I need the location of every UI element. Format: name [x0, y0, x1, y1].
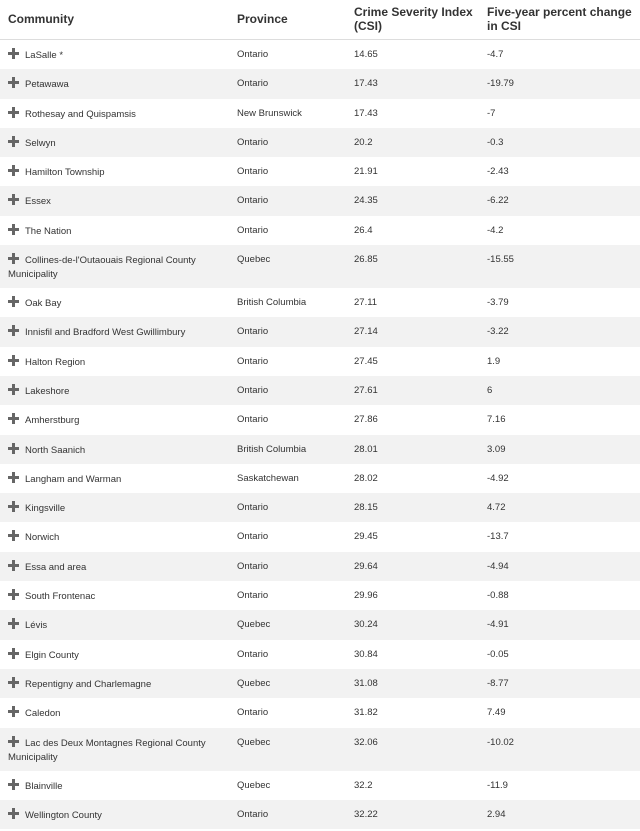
- community-cell: [0, 317, 229, 346]
- five-year-change-cell: 7.16: [479, 405, 640, 434]
- community-cell: [0, 347, 229, 376]
- community-name: Lac des Deux Montagnes Regional County Municipality: [8, 737, 206, 763]
- community-name: North Saanich: [25, 444, 86, 456]
- province-cell: Ontario: [229, 128, 346, 157]
- province-cell: Ontario: [229, 800, 346, 829]
- province-cell: Quebec: [229, 771, 346, 800]
- csi-cell: 20.2: [346, 128, 479, 157]
- expand-plus-icon[interactable]: [8, 808, 19, 819]
- csi-cell: 29.64: [346, 552, 479, 581]
- column-header-five-year-change[interactable]: Five-year percent change in CSI: [479, 0, 640, 40]
- community-cell: [0, 771, 229, 800]
- province-cell: Saskatchewan: [229, 464, 346, 493]
- csi-cell: 28.15: [346, 493, 479, 522]
- community-name: Kingsville: [25, 503, 66, 515]
- expand-plus-icon[interactable]: [8, 530, 19, 541]
- csi-cell: 21.91: [346, 157, 479, 186]
- community-name: South Frontenac: [25, 591, 96, 603]
- community-cell: [0, 40, 229, 69]
- community-name: Halton Region: [25, 356, 86, 368]
- expand-plus-icon[interactable]: [8, 736, 19, 747]
- five-year-change-cell: 4.72: [479, 493, 640, 522]
- province-cell: Ontario: [229, 186, 346, 215]
- csi-cell: 27.14: [346, 317, 479, 346]
- province-cell: Ontario: [229, 640, 346, 669]
- five-year-change-cell: -10.02: [479, 728, 640, 771]
- csi-cell: 26.4: [346, 216, 479, 245]
- community-cell: [0, 245, 229, 288]
- expand-plus-icon[interactable]: [8, 779, 19, 790]
- community-name: Collines-de-l'Outaouais Regional County Municipality: [8, 255, 196, 281]
- community-cell: [0, 640, 229, 669]
- expand-plus-icon[interactable]: [8, 648, 19, 659]
- community-cell: [0, 128, 229, 157]
- five-year-change-cell: -4.7: [479, 40, 640, 69]
- community-name: Oak Bay: [25, 298, 62, 310]
- community-name: Elgin County: [25, 649, 79, 661]
- community-cell: [0, 728, 229, 771]
- five-year-change-cell: -19.79: [479, 69, 640, 98]
- five-year-change-cell: -7: [479, 99, 640, 128]
- community-name: Langham and Warman: [25, 473, 122, 485]
- five-year-change-cell: 2.94: [479, 800, 640, 829]
- expand-plus-icon[interactable]: [8, 224, 19, 235]
- province-cell: Ontario: [229, 69, 346, 98]
- community-cell: [0, 435, 229, 464]
- table-body: [0, 40, 640, 829]
- five-year-change-cell: -15.55: [479, 245, 640, 288]
- expand-plus-icon[interactable]: [8, 296, 19, 307]
- five-year-change-cell: -8.77: [479, 669, 640, 698]
- five-year-change-cell: -4.94: [479, 552, 640, 581]
- csi-cell: 30.84: [346, 640, 479, 669]
- expand-plus-icon[interactable]: [8, 107, 19, 118]
- community-cell: [0, 69, 229, 98]
- csi-cell: 31.08: [346, 669, 479, 698]
- csi-cell: 26.85: [346, 245, 479, 288]
- community-name: Lévis: [25, 620, 48, 632]
- five-year-change-cell: -3.22: [479, 317, 640, 346]
- community-cell: [0, 493, 229, 522]
- five-year-change-cell: -0.88: [479, 581, 640, 610]
- province-cell: Ontario: [229, 522, 346, 551]
- csi-cell: 27.45: [346, 347, 479, 376]
- province-cell: Ontario: [229, 698, 346, 727]
- expand-plus-icon[interactable]: [8, 165, 19, 176]
- community-name: Innisfil and Bradford West Gwillimbury: [25, 327, 186, 339]
- community-name: Amherstburg: [25, 415, 80, 427]
- province-cell: Ontario: [229, 347, 346, 376]
- csi-cell: 28.01: [346, 435, 479, 464]
- csi-cell: 14.65: [346, 40, 479, 69]
- community-name: Wellington County: [25, 809, 102, 821]
- province-cell: Quebec: [229, 669, 346, 698]
- province-cell: Ontario: [229, 493, 346, 522]
- province-cell: Ontario: [229, 40, 346, 69]
- csi-cell: 27.11: [346, 288, 479, 317]
- community-name: Essex: [25, 196, 51, 208]
- community-cell: [0, 522, 229, 551]
- csi-cell: 28.02: [346, 464, 479, 493]
- community-cell: [0, 610, 229, 639]
- csi-cell: 17.43: [346, 69, 479, 98]
- column-header-csi[interactable]: Crime Severity Index (CSI): [346, 0, 479, 40]
- five-year-change-cell: -4.92: [479, 464, 640, 493]
- community-cell: [0, 376, 229, 405]
- expand-plus-icon[interactable]: [8, 253, 19, 264]
- five-year-change-cell: -4.2: [479, 216, 640, 245]
- expand-plus-icon[interactable]: [8, 560, 19, 571]
- community-cell: [0, 99, 229, 128]
- five-year-change-cell: -13.7: [479, 522, 640, 551]
- community-name: LaSalle *: [25, 50, 64, 61]
- csi-cell: 30.24: [346, 610, 479, 639]
- column-header-province[interactable]: Province: [229, 0, 346, 40]
- expand-plus-icon[interactable]: [8, 706, 19, 717]
- community-cell: [0, 581, 229, 610]
- csi-cell: 32.22: [346, 800, 479, 829]
- expand-plus-icon[interactable]: [8, 325, 19, 336]
- community-name: Petawawa: [25, 79, 69, 91]
- province-cell: British Columbia: [229, 435, 346, 464]
- expand-plus-icon[interactable]: [8, 355, 19, 366]
- csi-table: [0, 0, 640, 40]
- province-cell: Quebec: [229, 245, 346, 288]
- five-year-change-cell: -4.91: [479, 610, 640, 639]
- expand-plus-icon[interactable]: [8, 136, 19, 147]
- province-cell: Ontario: [229, 317, 346, 346]
- five-year-change-cell: 1.9: [479, 347, 640, 376]
- five-year-change-cell: -6.22: [479, 186, 640, 215]
- csi-cell: 27.86: [346, 405, 479, 434]
- community-name: Selwyn: [25, 137, 56, 149]
- csi-cell: 32.2: [346, 771, 479, 800]
- province-cell: Ontario: [229, 581, 346, 610]
- expand-plus-icon[interactable]: [8, 501, 19, 512]
- province-cell: Ontario: [229, 552, 346, 581]
- expand-plus-icon[interactable]: [8, 194, 19, 205]
- community-cell: [0, 216, 229, 245]
- community-name: Blainville: [25, 780, 63, 792]
- column-header-community[interactable]: Community: [0, 0, 229, 40]
- csi-cell: 29.45: [346, 522, 479, 551]
- province-cell: New Brunswick: [229, 99, 346, 128]
- csi-cell: 31.82: [346, 698, 479, 727]
- csi-cell: 27.61: [346, 376, 479, 405]
- province-cell: British Columbia: [229, 288, 346, 317]
- community-cell: [0, 464, 229, 493]
- community-name: Rothesay and Quispamsis: [25, 108, 136, 120]
- expand-plus-icon[interactable]: [8, 48, 19, 59]
- community-name: Lakeshore: [25, 385, 70, 397]
- community-cell: [0, 669, 229, 698]
- province-cell: Quebec: [229, 610, 346, 639]
- province-cell: Ontario: [229, 376, 346, 405]
- province-cell: Ontario: [229, 216, 346, 245]
- community-cell: [0, 157, 229, 186]
- province-cell: Ontario: [229, 405, 346, 434]
- community-name: Essa and area: [25, 561, 87, 573]
- csi-cell: 17.43: [346, 99, 479, 128]
- five-year-change-cell: 3.09: [479, 435, 640, 464]
- community-cell: [0, 800, 229, 829]
- community-cell: [0, 288, 229, 317]
- expand-plus-icon[interactable]: [8, 677, 19, 688]
- expand-plus-icon[interactable]: [8, 443, 19, 454]
- community-name: Repentigny and Charlemagne: [25, 678, 152, 690]
- five-year-change-cell: 6: [479, 376, 640, 405]
- five-year-change-cell: -11.9: [479, 771, 640, 800]
- province-cell: Quebec: [229, 728, 346, 771]
- community-name: The Nation: [25, 225, 72, 237]
- expand-plus-icon[interactable]: [8, 384, 19, 395]
- csi-cell: 24.35: [346, 186, 479, 215]
- csi-cell: 29.96: [346, 581, 479, 610]
- five-year-change-cell: 7.49: [479, 698, 640, 727]
- community-cell: [0, 552, 229, 581]
- community-name: Hamilton Township: [25, 167, 105, 179]
- csi-cell: 32.06: [346, 728, 479, 771]
- five-year-change-cell: -2.43: [479, 157, 640, 186]
- five-year-change-cell: -0.3: [479, 128, 640, 157]
- community-cell: [0, 698, 229, 727]
- expand-plus-icon[interactable]: [8, 618, 19, 629]
- expand-plus-icon[interactable]: [8, 77, 19, 88]
- community-cell: [0, 186, 229, 215]
- community-name: Norwich: [25, 532, 60, 544]
- community-cell: [0, 405, 229, 434]
- five-year-change-cell: -3.79: [479, 288, 640, 317]
- five-year-change-cell: -0.05: [479, 640, 640, 669]
- community-name: Caledon: [25, 708, 61, 720]
- expand-plus-icon[interactable]: [8, 589, 19, 600]
- province-cell: Ontario: [229, 157, 346, 186]
- expand-plus-icon[interactable]: [8, 413, 19, 424]
- expand-plus-icon[interactable]: [8, 472, 19, 483]
